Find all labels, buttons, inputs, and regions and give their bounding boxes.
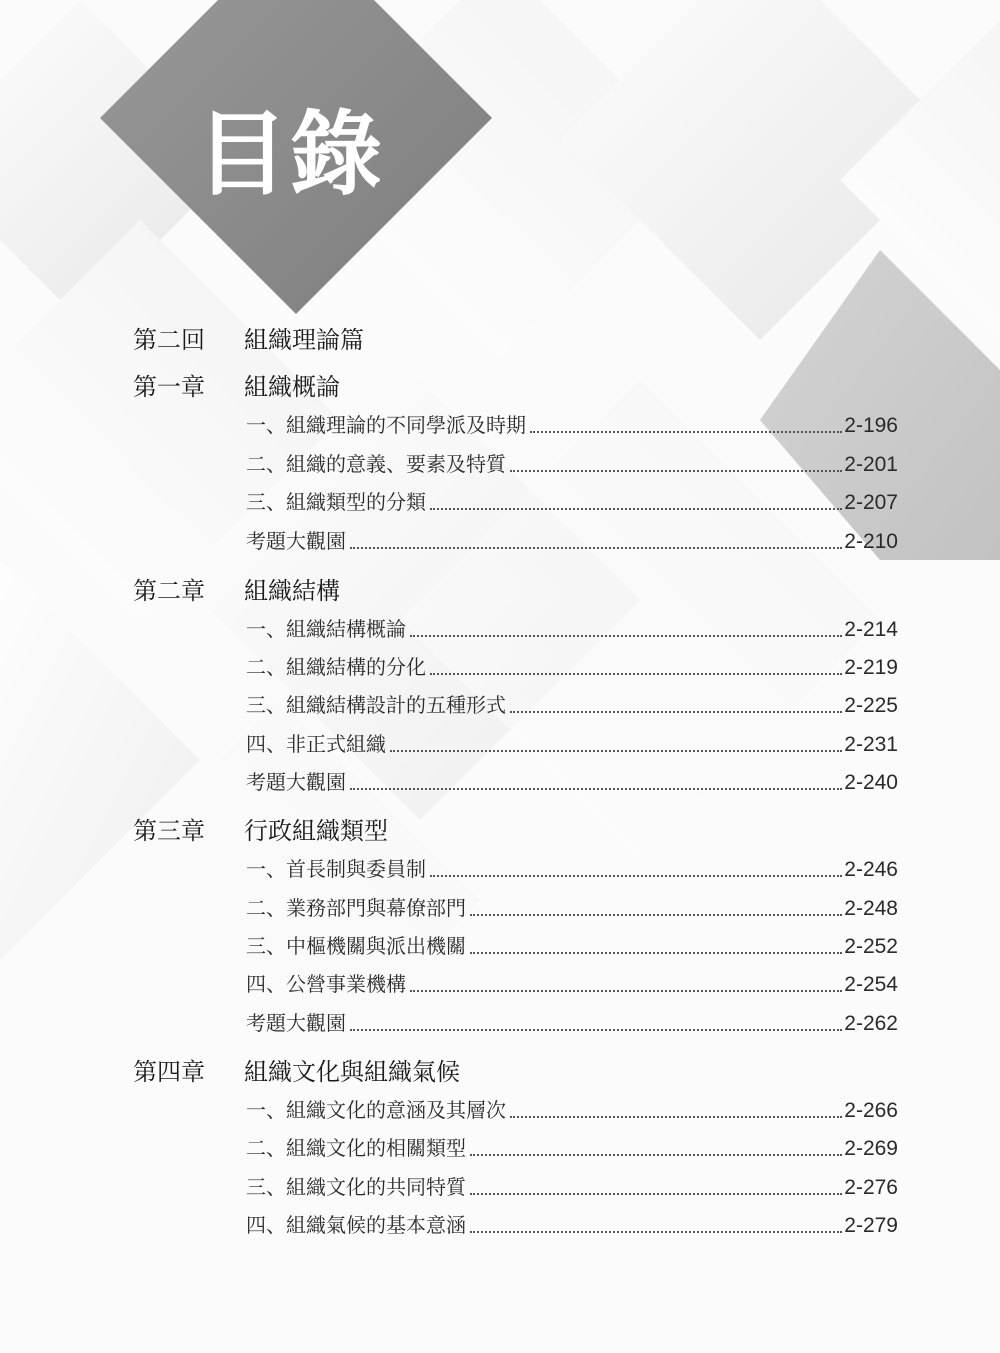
dot-leader bbox=[410, 634, 842, 637]
part-label: 第二回 bbox=[133, 326, 205, 354]
chapter-label: 第三章 bbox=[133, 817, 205, 845]
toc-entry-page: 2-196 bbox=[844, 414, 898, 437]
toc-entry[interactable] bbox=[246, 893, 898, 923]
toc-entry-page: 2-214 bbox=[844, 618, 898, 641]
toc-entry[interactable] bbox=[246, 854, 898, 884]
toc-entry-page: 2-266 bbox=[844, 1099, 898, 1122]
chapter-heading[interactable] bbox=[0, 370, 1000, 404]
toc-entry-page: 2-219 bbox=[844, 656, 898, 679]
part-title: 組織理論篇 bbox=[244, 326, 364, 354]
dot-leader bbox=[510, 1115, 842, 1118]
toc-entry-text: 一、組織結構概論 bbox=[246, 617, 406, 641]
toc-entry-text: 四、公營事業機構 bbox=[246, 972, 406, 996]
toc-entry[interactable] bbox=[246, 729, 898, 759]
toc-entry[interactable] bbox=[246, 449, 898, 479]
chapter-heading[interactable] bbox=[0, 1055, 1000, 1089]
toc-entry[interactable] bbox=[246, 767, 898, 797]
toc-entry-page: 2-252 bbox=[844, 935, 898, 958]
dot-leader bbox=[430, 672, 842, 675]
toc-entry-page: 2-246 bbox=[844, 858, 898, 881]
toc-entry-page: 2-210 bbox=[844, 530, 898, 553]
toc-entry-page: 2-201 bbox=[844, 453, 898, 476]
toc-entry-text: 二、組織結構的分化 bbox=[246, 655, 426, 679]
toc-entry-text: 三、組織類型的分類 bbox=[246, 490, 426, 514]
dot-leader bbox=[510, 710, 842, 713]
toc-entry-page: 2-269 bbox=[844, 1137, 898, 1160]
toc-entry[interactable] bbox=[246, 690, 898, 720]
toc-entry[interactable] bbox=[246, 1210, 898, 1240]
toc-entry[interactable] bbox=[246, 410, 898, 440]
toc-entry-page: 2-262 bbox=[844, 1012, 898, 1035]
chapter-heading[interactable] bbox=[0, 574, 1000, 608]
toc-entry-text: 考題大觀園 bbox=[246, 1011, 346, 1035]
toc-entry-text: 一、首長制與委員制 bbox=[246, 857, 426, 881]
dot-leader bbox=[430, 874, 842, 877]
toc-entry-page: 2-276 bbox=[844, 1176, 898, 1199]
dot-leader bbox=[430, 507, 842, 510]
dot-leader bbox=[470, 951, 842, 954]
toc-entry[interactable] bbox=[246, 1133, 898, 1163]
toc-entry-page: 2-207 bbox=[844, 491, 898, 514]
toc-entry[interactable] bbox=[246, 969, 898, 999]
toc-entry-page: 2-231 bbox=[844, 733, 898, 756]
dot-leader bbox=[410, 989, 842, 992]
chapter-label: 第二章 bbox=[133, 577, 205, 605]
part-heading bbox=[0, 323, 1000, 357]
toc-entry-page: 2-248 bbox=[844, 897, 898, 920]
chapter-title: 組織概論 bbox=[244, 373, 340, 401]
dot-leader bbox=[470, 1192, 842, 1195]
toc-entry-page: 2-225 bbox=[844, 694, 898, 717]
chapter-heading[interactable] bbox=[0, 814, 1000, 848]
dot-leader bbox=[470, 1153, 842, 1156]
toc-entry[interactable] bbox=[246, 614, 898, 644]
toc-entry-text: 二、組織的意義、要素及特質 bbox=[246, 452, 506, 476]
toc-entry[interactable] bbox=[246, 931, 898, 961]
toc-entry-text: 三、中樞機關與派出機關 bbox=[246, 934, 466, 958]
toc-entry-text: 一、組織理論的不同學派及時期 bbox=[246, 413, 526, 437]
toc-entry-text: 考題大觀園 bbox=[246, 770, 346, 794]
chapter-title: 組織文化與組織氣候 bbox=[244, 1058, 460, 1086]
toc-entry-text: 三、組織文化的共同特質 bbox=[246, 1175, 466, 1199]
dot-leader bbox=[470, 913, 842, 916]
toc-entry[interactable] bbox=[246, 1095, 898, 1125]
chapter-label: 第一章 bbox=[133, 373, 205, 401]
toc-entry[interactable] bbox=[246, 487, 898, 517]
toc-entry[interactable] bbox=[246, 652, 898, 682]
toc-entry-text: 一、組織文化的意涵及其層次 bbox=[246, 1098, 506, 1122]
toc-entry-text: 三、組織結構設計的五種形式 bbox=[246, 693, 506, 717]
dot-leader bbox=[350, 787, 842, 790]
chapter-label: 第四章 bbox=[133, 1058, 205, 1086]
toc-entry[interactable] bbox=[246, 1008, 898, 1038]
toc-entry-text: 二、組織文化的相關類型 bbox=[246, 1136, 466, 1160]
toc-entry-page: 2-254 bbox=[844, 973, 898, 996]
dot-leader bbox=[510, 469, 842, 472]
toc-entry-text: 四、非正式組織 bbox=[246, 732, 386, 756]
chapter-title: 行政組織類型 bbox=[244, 817, 388, 845]
toc-entry-text: 四、組織氣候的基本意涵 bbox=[246, 1213, 466, 1237]
toc-entry[interactable] bbox=[246, 1172, 898, 1202]
page-title: 目錄 bbox=[196, 101, 385, 208]
dot-leader bbox=[470, 1230, 842, 1233]
toc-entry-page: 2-240 bbox=[844, 771, 898, 794]
toc-entry[interactable] bbox=[246, 526, 898, 556]
chapter-title: 組織結構 bbox=[244, 577, 340, 605]
toc-entry-text: 二、業務部門與幕僚部門 bbox=[246, 896, 466, 920]
dot-leader bbox=[350, 1028, 842, 1031]
toc-entry-text: 考題大觀園 bbox=[246, 529, 346, 553]
dot-leader bbox=[530, 430, 842, 433]
dot-leader bbox=[390, 749, 842, 752]
toc-entry-page: 2-279 bbox=[844, 1214, 898, 1237]
dot-leader bbox=[350, 546, 842, 549]
